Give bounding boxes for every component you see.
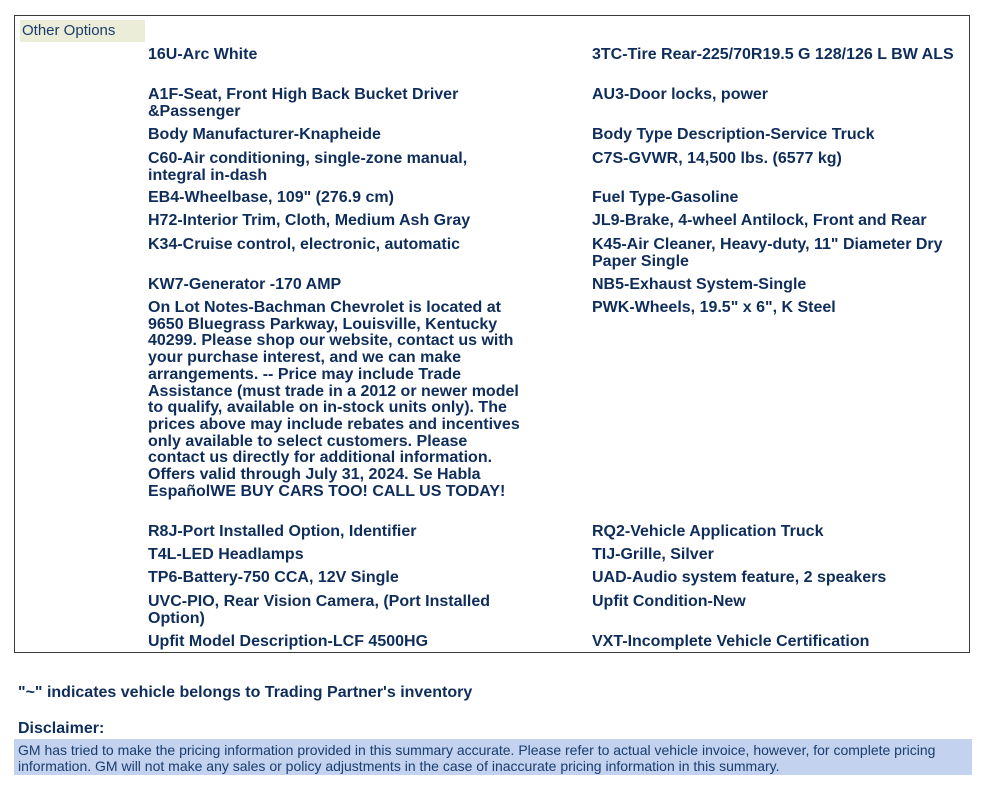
option-item: Upfit Condition-New	[592, 593, 746, 610]
option-item: AU3-Door locks, power	[592, 86, 769, 103]
option-item: EB4-Wheelbase, 109" (276.9 cm)	[148, 189, 394, 206]
inventory-note: "~" indicates vehicle belongs to Trading Partner's inventory	[18, 684, 473, 701]
option-item: 3TC-Tire Rear-225/70R19.5 G 128/126 L BW ALS	[592, 46, 954, 63]
disclaimer-title: Disclaimer:	[18, 720, 105, 737]
other-options-header: Other Options	[20, 20, 145, 42]
option-item: PWK-Wheels, 19.5" x 6", K Steel	[592, 299, 836, 316]
option-item: K34-Cruise control, electronic, automatic	[148, 236, 461, 253]
disclaimer-text: GM has tried to make the pricing information provided in this summary accurate. Please refer to actual vehicle invoice, however, for complete pricing information. GM will not make any sales or policy adjustments in the case of inaccurate pricing information in this summary.	[14, 739, 972, 775]
option-item: TIJ-Grille, Silver	[592, 546, 714, 563]
on-lot-notes: On Lot Notes-Bachman Chevrolet is located at 9650 Bluegrass Parkway, Louisville, Kentucky 40299. Please shop our website, contact us with your purchase interest, and we can make arrangements. -- Price may include Trade Assistance (must trade in a 2012 or newer model to qualify, available on in-stock units only). The prices above may include rebates and incentives only available to select customers. Please contact us directly for additional information. Offers valid through July 31, 2024. Se Habla EspañolWE BUY CARS TOO! CALL US TODAY!	[148, 299, 520, 500]
option-item: Body Manufacturer-Knapheide	[148, 126, 381, 143]
option-item: JL9-Brake, 4-wheel Antilock, Front and Rear	[592, 212, 927, 229]
option-item: A1F-Seat, Front High Back Bucket Driver &Passenger	[148, 86, 459, 120]
option-item: TP6-Battery-750 CCA, 12V Single	[148, 569, 399, 586]
option-item: C60-Air conditioning, single-zone manual, integral in-dash	[148, 150, 468, 184]
option-item: H72-Interior Trim, Cloth, Medium Ash Gray	[148, 212, 471, 229]
option-item: VXT-Incomplete Vehicle Certification	[592, 633, 870, 650]
option-item: UAD-Audio system feature, 2 speakers	[592, 569, 887, 586]
option-item: Upfit Model Description-LCF 4500HG	[148, 633, 429, 650]
option-item: Body Type Description-Service Truck	[592, 126, 875, 143]
option-item: KW7-Generator -170 AMP	[148, 276, 342, 293]
option-item: NB5-Exhaust System-Single	[592, 276, 807, 293]
option-item: C7S-GVWR, 14,500 lbs. (6577 kg)	[592, 150, 842, 167]
other-options-section	[14, 15, 970, 653]
option-item: 16U-Arc White	[148, 46, 258, 63]
option-item: UVC-PIO, Rear Vision Camera, (Port Installed Option)	[148, 593, 491, 627]
option-item: R8J-Port Installed Option, Identifier	[148, 523, 417, 540]
option-item: T4L-LED Headlamps	[148, 546, 304, 563]
option-item: RQ2-Vehicle Application Truck	[592, 523, 824, 540]
option-item: Fuel Type-Gasoline	[592, 189, 739, 206]
option-item: K45-Air Cleaner, Heavy-duty, 11" Diameter Dry Paper Single	[592, 236, 943, 270]
